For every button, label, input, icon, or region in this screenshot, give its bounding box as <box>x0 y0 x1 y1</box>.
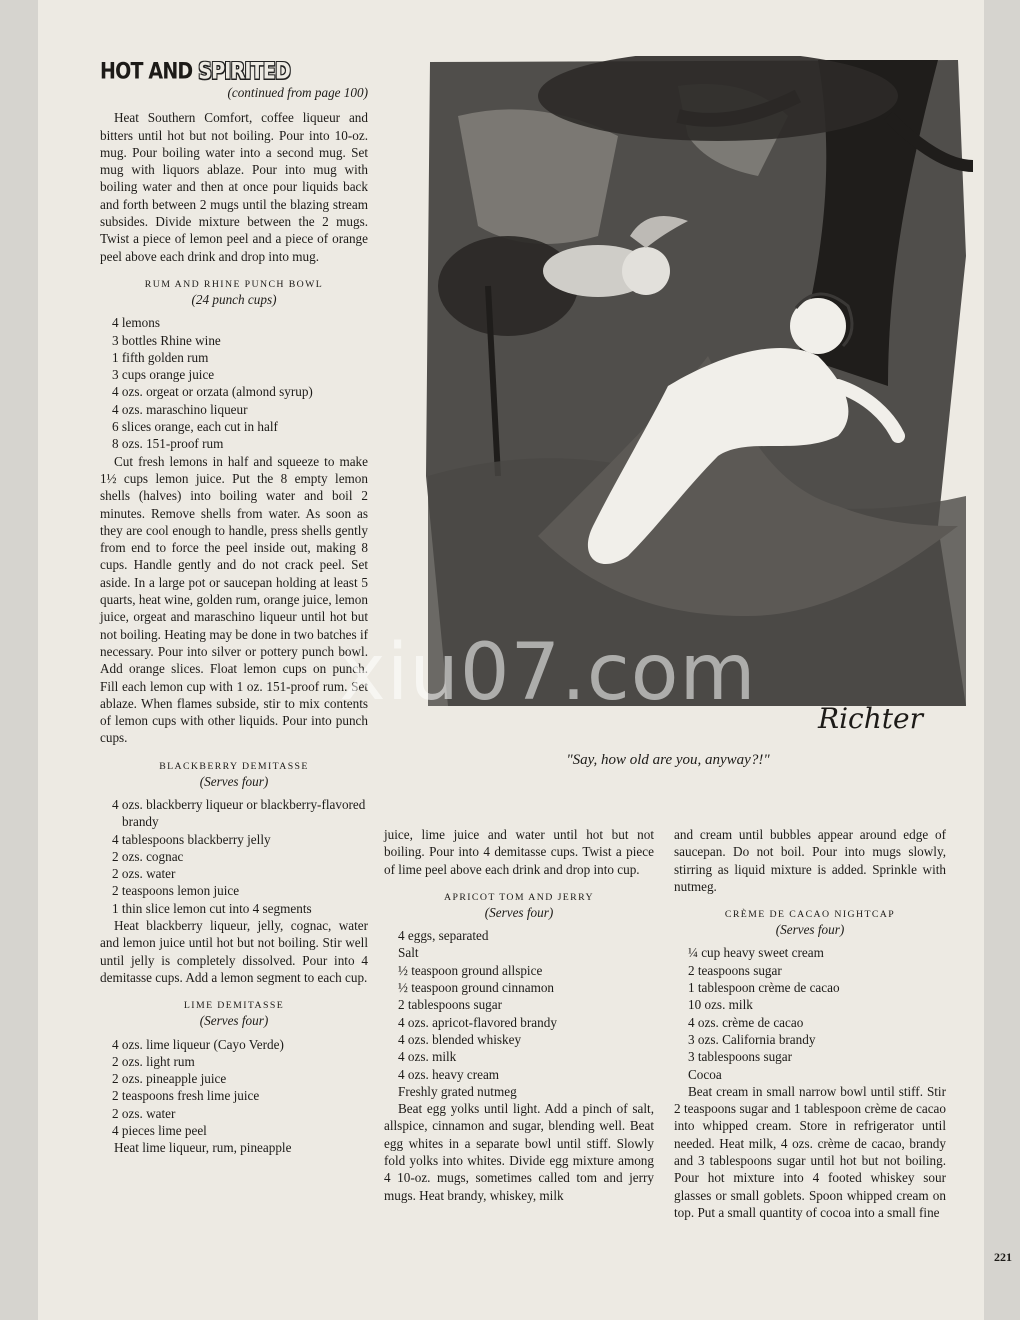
cartoon-caption: "Say, how old are you, anyway?!" <box>566 752 770 768</box>
ingredient: 2 ozs. pineapple juice <box>112 1071 227 1087</box>
ingredient: 1 fifth golden rum <box>112 349 209 365</box>
ingredient: 4 ozs. blended whiskey <box>398 1031 522 1047</box>
ingredient: 3 cups orange juice <box>112 367 215 383</box>
ingredient: 4 tablespoons blackberry jelly <box>112 831 271 847</box>
ingredient: 2 tablespoons sugar <box>398 997 503 1013</box>
title-outline: SPIRITED <box>198 59 290 85</box>
continued-note: (continued from page 100) <box>227 85 368 100</box>
recipe-title: BLACKBERRY DEMITASSE <box>159 760 309 772</box>
ingredient: 6 slices orange, each cut in half <box>112 419 278 435</box>
recipe-serves: (Serves four) <box>484 904 554 920</box>
recipe-method-continued: juice, lime juice and water until hot but not boiling. Pour into 4 demitasse cups. Twist a piece of lime peel above each drink and drop into cup. <box>384 827 654 877</box>
ingredient: 1 tablespoon crème de cacao <box>688 980 840 996</box>
page-number: 221 <box>994 1250 1012 1264</box>
title-solid: HOT AND <box>100 59 193 85</box>
ingredient: ¼ cup heavy sweet cream <box>688 945 824 961</box>
ingredient: 1 thin slice lemon cut into 4 segments <box>112 900 312 916</box>
recipe-method: Heat lime liqueur, rum, pineapple <box>114 1140 292 1156</box>
ingredient: 10 ozs. milk <box>688 997 753 1013</box>
ingredient: 3 bottles Rhine wine <box>112 332 221 348</box>
left-column <box>100 58 368 1157</box>
ingredient: 2 ozs. water <box>112 1105 176 1121</box>
recipe-serves: (Serves four) <box>199 1013 269 1029</box>
recipe-title: RUM AND RHINE PUNCH BOWL <box>144 278 324 290</box>
ingredient: 4 ozs. milk <box>398 1049 457 1065</box>
ingredient: Cocoa <box>688 1066 722 1082</box>
recipe-serves: (Serves four) <box>199 773 269 789</box>
ingredient: 4 ozs. heavy cream <box>398 1066 500 1082</box>
recipe-serves: (Serves four) <box>775 922 845 938</box>
ingredient: ½ teaspoon ground cinnamon <box>398 980 555 996</box>
ingredient: 4 ozs. orgeat or orzata (almond syrup) <box>112 384 313 400</box>
magazine-page <box>38 0 1012 1320</box>
ingredient: 2 teaspoons sugar <box>688 962 782 978</box>
right-column <box>674 826 946 1221</box>
ingredient: 2 ozs. cognac <box>112 848 184 864</box>
watermark: xiu07.com <box>339 628 757 718</box>
recipe-method-continued: and cream until bubbles appear around edge of saucepan. Do not boil. Pour into mugs slowly, stirring as liquid mixture is added. Sprinkle with nutmeg. <box>674 827 946 894</box>
recipe-method: Beat egg yolks until light. Add a pinch of salt, allspice, cinnamon and sugar, blending well. Beat egg whites in a separate bowl until stiff. Slowly fold yolks into whites. Divide egg mixture among 4 10-oz. mugs, sometimes called tom and jerry mugs. Heat brandy, whiskey, milk <box>384 1101 654 1203</box>
section-title <box>100 58 368 86</box>
ingredient: 2 teaspoons lemon juice <box>112 883 240 899</box>
ingredient: Freshly grated nutmeg <box>398 1083 517 1099</box>
ingredient: 2 ozs. water <box>112 866 176 882</box>
ingredient: 4 ozs. apricot-flavored brandy <box>398 1014 557 1030</box>
ingredient: Salt <box>398 945 419 961</box>
recipe-title: LIME DEMITASSE <box>183 1000 285 1012</box>
ingredient: 4 lemons <box>112 315 160 331</box>
intro-paragraph: Heat Southern Comfort, coffee liqueur and bitters until hot but not boiling. Pour into 10-oz. mug. Pour boiling water into a second mug. Set mug with liquors ablaze. Pour into mug with boiling water and then at once pour liquids back and forth between 2 mugs until the blazing stream subsides. Divide mixture between the 2 mugs. Twist a piece of lemon peel and a piece of orange peel above each drink and drop into mug. <box>100 110 368 264</box>
ingredient: 4 ozs. maraschino liqueur <box>112 401 248 417</box>
ingredient: 2 ozs. light rum <box>112 1053 195 1069</box>
ingredient: 8 ozs. 151-proof rum <box>112 436 224 452</box>
ingredient: 4 pieces lime peel <box>112 1123 207 1139</box>
ingredient: 4 ozs. blackberry liqueur or blackberry-flavored brandy <box>112 796 366 830</box>
ingredient: 3 tablespoons sugar <box>688 1049 793 1065</box>
recipe-serves: (24 punch cups) <box>191 291 277 307</box>
middle-column <box>384 826 654 1204</box>
ingredient: 4 eggs, separated <box>398 928 489 944</box>
recipe-title: APRICOT TOM AND JERRY <box>444 891 594 903</box>
recipe-method: Beat cream in small narrow bowl until stiff. Stir 2 teaspoons sugar and 1 tablespoon crème de cacao into whipped cream. Store in refrigerator until needed. Heat milk, 4 ozs. crème de cacao, brandy and 3 tablespoons sugar until hot but not boiling. Pour hot mixture into 4 footed whiskey sour glasses or small goblets. Spoon whipped cream on top. Put a small quantity of cocoa into a small fine <box>674 1083 946 1220</box>
artist-signature: Richter <box>818 702 923 735</box>
ingredient: 2 teaspoons fresh lime juice <box>112 1088 260 1104</box>
ingredient: ½ teaspoon ground allspice <box>398 962 543 978</box>
recipe-method: Cut fresh lemons in half and squeeze to make 1½ cups lemon juice. Put the 8 empty lemon shells (halves) into boiling water and boil 2 minutes. Remove shells from water. As soon as they are cool enough to handle, press shells gently from end to force the peel inside out, making 8 cups. Handle gently and do not crack peel. Set aside. In a large pot or saucepan holding at least 5 quarts, heat wine, golden rum, orange juice, lemon juice, orgeat and maraschino liqueur until hot but not boiling. Heating may be done in two batches if necessary. Pour into silver or pottery punch bowl. Add orange slices. Float lemon cups on punch. Fill each lemon cup with 1 oz. 151-proof rum. Set ablaze. When flames subside, stir to mix contents of lemon cups with other liquids. Pour into punch cups. <box>100 453 368 746</box>
recipe-method: Heat blackberry liqueur, jelly, cognac, water and lemon juice until hot but not boiling. Stir well until jelly is completely dissolved. Pour into 4 demitasse cups. Add a lemon segment to each cup. <box>100 918 368 985</box>
ingredient: 4 ozs. lime liqueur (Cayo Verde) <box>112 1036 284 1052</box>
recipe-title: CRÈME DE CACAO NIGHTCAP <box>724 909 896 921</box>
ingredient: 4 ozs. crème de cacao <box>688 1014 804 1030</box>
ingredient: 3 ozs. California brandy <box>688 1031 816 1047</box>
